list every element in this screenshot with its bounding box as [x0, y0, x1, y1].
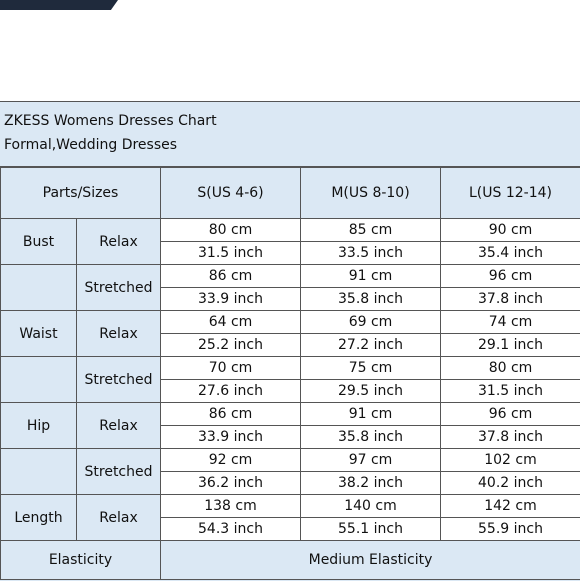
- inch-value: 25.2 inch: [161, 334, 301, 357]
- inch-value: 35.8 inch: [301, 426, 441, 449]
- header-row: [1, 168, 580, 219]
- inch-value: 33.9 inch: [161, 288, 301, 311]
- table-row: [1, 449, 580, 472]
- cm-value: 70 cm: [161, 357, 301, 380]
- inch-value: 55.9 inch: [441, 518, 580, 541]
- inch-value: 38.2 inch: [301, 472, 441, 495]
- header-parts-sizes: Parts/Sizes: [1, 168, 161, 219]
- table-row: [1, 219, 580, 242]
- header-size-m: M(US 8-10): [301, 168, 441, 219]
- inch-value: 27.6 inch: [161, 380, 301, 403]
- inch-value: 31.5 inch: [441, 380, 580, 403]
- cm-value: 80 cm: [441, 357, 580, 380]
- cm-value: 138 cm: [161, 495, 301, 518]
- chart-title: ZKESS Womens Dresses Chart: [4, 113, 217, 129]
- inch-value: 36.2 inch: [161, 472, 301, 495]
- header-size-l: L(US 12-14): [441, 168, 580, 219]
- cm-value: 91 cm: [301, 265, 441, 288]
- inch-value: 35.4 inch: [441, 242, 580, 265]
- cm-value: 90 cm: [441, 219, 580, 242]
- state-label: Stretched: [77, 265, 161, 311]
- table-row: [1, 495, 580, 518]
- cm-value: 86 cm: [161, 265, 301, 288]
- cm-value: 91 cm: [301, 403, 441, 426]
- inch-value: 33.9 inch: [161, 426, 301, 449]
- cm-value: 80 cm: [161, 219, 301, 242]
- top-banner: [0, 0, 118, 10]
- elasticity-row: [1, 541, 580, 580]
- cm-value: 97 cm: [301, 449, 441, 472]
- cm-value: 142 cm: [441, 495, 580, 518]
- state-label: Relax: [77, 403, 161, 449]
- inch-value: 54.3 inch: [161, 518, 301, 541]
- state-label: Relax: [77, 495, 161, 541]
- header-size-s: S(US 4-6): [161, 168, 301, 219]
- cm-value: 69 cm: [301, 311, 441, 334]
- inch-value: 29.5 inch: [301, 380, 441, 403]
- state-label: Stretched: [77, 449, 161, 495]
- cm-value: 140 cm: [301, 495, 441, 518]
- part-label: Waist: [1, 311, 77, 357]
- cm-value: 74 cm: [441, 311, 580, 334]
- part-label: Bust: [1, 219, 77, 265]
- part-label: Length: [1, 495, 77, 541]
- cm-value: 92 cm: [161, 449, 301, 472]
- state-label: Relax: [77, 219, 161, 265]
- cm-value: 85 cm: [301, 219, 441, 242]
- cm-value: 102 cm: [441, 449, 580, 472]
- elasticity-value: Medium Elasticity: [161, 541, 580, 580]
- inch-value: 37.8 inch: [441, 426, 580, 449]
- title-block: [0, 102, 580, 167]
- elasticity-label: Elasticity: [1, 541, 161, 580]
- size-table: [0, 167, 580, 580]
- inch-value: 37.8 inch: [441, 288, 580, 311]
- cm-value: 96 cm: [441, 265, 580, 288]
- state-label: Stretched: [77, 357, 161, 403]
- table-row: [1, 357, 580, 380]
- state-label: Relax: [77, 311, 161, 357]
- part-label: [1, 265, 77, 311]
- table-row: [1, 311, 580, 334]
- chart-subtitle: Formal,Wedding Dresses: [4, 137, 177, 153]
- part-label: [1, 357, 77, 403]
- cm-value: 64 cm: [161, 311, 301, 334]
- inch-value: 40.2 inch: [441, 472, 580, 495]
- table-row: [1, 403, 580, 426]
- size-chart: [0, 101, 580, 581]
- cm-value: 75 cm: [301, 357, 441, 380]
- inch-value: 27.2 inch: [301, 334, 441, 357]
- table-row: [1, 265, 580, 288]
- part-label: Hip: [1, 403, 77, 449]
- cm-value: 86 cm: [161, 403, 301, 426]
- part-label: [1, 449, 77, 495]
- inch-value: 29.1 inch: [441, 334, 580, 357]
- inch-value: 31.5 inch: [161, 242, 301, 265]
- cm-value: 96 cm: [441, 403, 580, 426]
- inch-value: 33.5 inch: [301, 242, 441, 265]
- inch-value: 55.1 inch: [301, 518, 441, 541]
- inch-value: 35.8 inch: [301, 288, 441, 311]
